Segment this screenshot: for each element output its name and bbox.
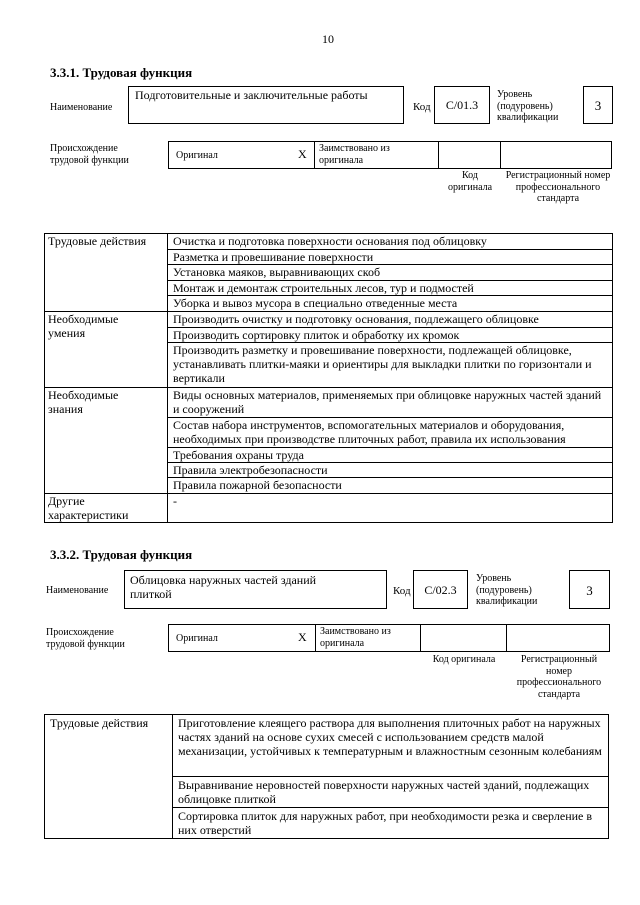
original-mark: X bbox=[298, 147, 307, 161]
code-value: С/01.3 bbox=[445, 98, 479, 112]
table-cell: Сортировка плиток для наружных работ, при необходимости резка и сверление в них отверстий bbox=[178, 809, 593, 837]
table-cell: Состав набора инструментов, вспомогательных материалов и оборудования, необходимых при производстве плиточных работ, правила их использования bbox=[173, 418, 566, 446]
name-label: Наименование bbox=[50, 102, 113, 113]
code-original-caption: Код оригинала bbox=[447, 170, 493, 193]
name-value: Подготовительные и заключительные работы bbox=[135, 88, 368, 102]
level-value: 3 bbox=[594, 98, 602, 113]
section-title: 3.3.2. Трудовая функция bbox=[50, 547, 193, 562]
name-field bbox=[128, 86, 404, 124]
row-header: Трудовые действия bbox=[50, 716, 149, 730]
code-value: С/02.3 bbox=[424, 583, 457, 597]
row-header: Другие характеристики bbox=[48, 494, 129, 522]
table-cell: Очистка и подготовка поверхности основания под облицовку bbox=[173, 234, 487, 248]
table-cell: Производить сортировку плиток и обработку их кромок bbox=[173, 328, 460, 342]
original-label: Оригинал bbox=[176, 633, 218, 644]
table-cell: Приготовление клеящего раствора для выполнения плиточных работ на наружных частях зданий на основе сухих смесей с использованием средств малой механизации, устойчивых к температурным и влажностным сезонным колебаниям bbox=[178, 716, 602, 758]
code-label: Код bbox=[393, 585, 411, 597]
code-field bbox=[434, 86, 490, 124]
table-cell: - bbox=[173, 494, 177, 508]
table-cell: Установка маяков, выравнивающих скоб bbox=[173, 265, 381, 279]
level-value: 3 bbox=[586, 583, 593, 598]
table-cell: Правила пожарной безопасности bbox=[173, 478, 342, 492]
level-label: Уровень (подуровень) квалификации bbox=[497, 89, 559, 123]
table-cell: Разметка и провешивание поверхности bbox=[173, 250, 374, 264]
table-cell: Правила электробезопасности bbox=[173, 463, 328, 477]
table-cell: Требования охраны труда bbox=[173, 448, 304, 462]
reg-number-caption: Регистрационный номер профессионального стандарта bbox=[505, 170, 611, 204]
code-original-caption: Код оригинала bbox=[432, 654, 496, 665]
row-header: Трудовые действия bbox=[48, 234, 147, 248]
borrowed-label: Заимствовано из оригинала bbox=[319, 143, 390, 166]
row-header: Необходимые знания bbox=[48, 388, 119, 416]
name-label: Наименование bbox=[46, 585, 109, 596]
table-cell: Выравнивание неровностей поверхности наружных частей зданий, подлежащих облицовке плиткой bbox=[178, 778, 590, 806]
table-cell: Виды основных материалов, применяемых при облицовке наружных частей зданий и сооружений bbox=[173, 388, 602, 416]
table-cell: Монтаж и демонтаж строительных лесов, тур и подмостей bbox=[173, 281, 474, 295]
code-label: Код bbox=[413, 101, 431, 113]
original-label: Оригинал bbox=[176, 150, 218, 161]
level-field bbox=[583, 86, 613, 124]
level-field bbox=[569, 570, 610, 609]
reg-number-caption: Регистрационный номер профессионального стандарта bbox=[516, 654, 602, 700]
row-header: Необходимые умения bbox=[48, 312, 119, 340]
name-field bbox=[124, 570, 387, 609]
page-number: 10 bbox=[322, 32, 334, 46]
section-title: 3.3.1. Трудовая функция bbox=[50, 65, 193, 80]
origin-label: Происхождение трудовой функции bbox=[46, 627, 125, 650]
original-mark: X bbox=[298, 630, 307, 644]
borrowed-label: Заимствовано из оригинала bbox=[320, 626, 391, 649]
code-field bbox=[413, 570, 468, 609]
name-value: Облицовка наружных частей зданий плиткой bbox=[130, 573, 317, 601]
table-cell: Производить очистку и подготовку основания, подлежащего облицовке bbox=[173, 312, 539, 326]
table-cell: Производить разметку и провешивание поверхности, подлежащей облицовке, устанавливать плитки-маяки и ориентиры для выкладки плитки по горизонтали и вертикали bbox=[173, 343, 592, 385]
level-label: Уровень (подуровень) квалификации bbox=[476, 573, 538, 607]
table-cell: Уборка и вывоз мусора в специально отведенные места bbox=[173, 296, 458, 310]
origin-label: Происхождение трудовой функции bbox=[50, 143, 129, 166]
